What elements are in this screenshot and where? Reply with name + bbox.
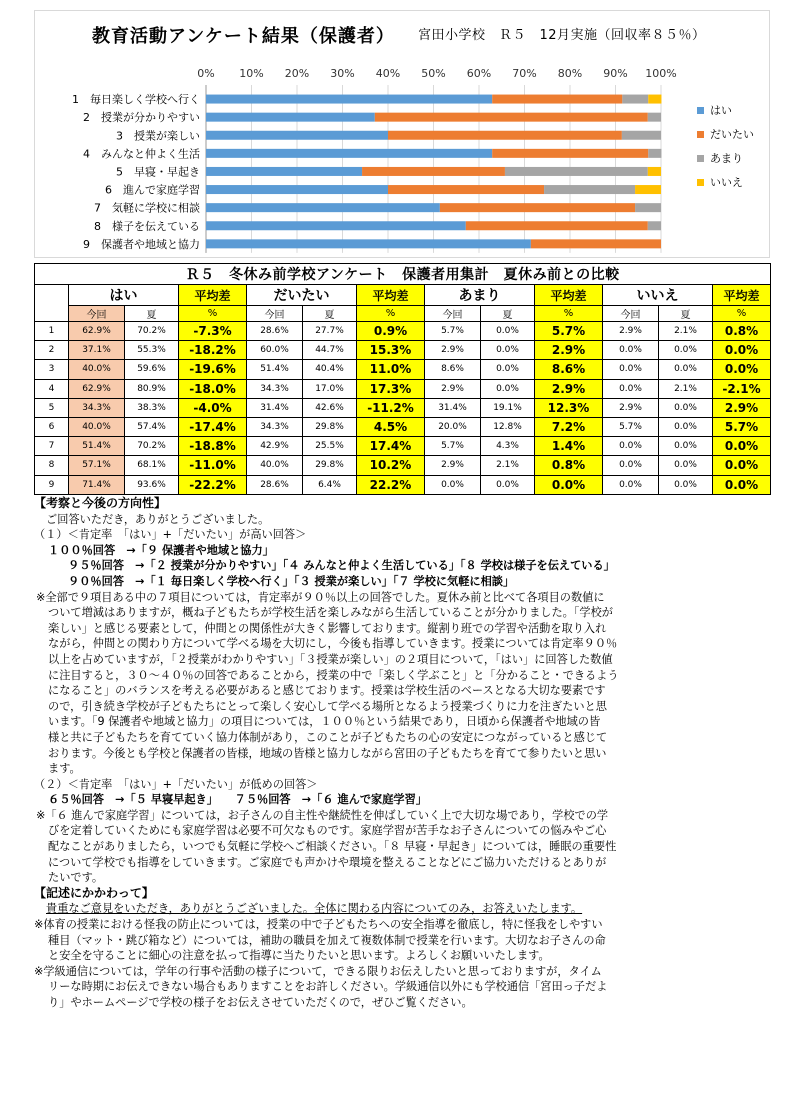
- value-cell: 0.0%: [603, 475, 659, 494]
- table-row: [35, 456, 771, 475]
- row-number: 9: [35, 475, 69, 494]
- bar-segment: [492, 95, 622, 104]
- category-label: 9 保護者や地域と協力: [83, 237, 200, 251]
- value-cell: 28.6%: [247, 322, 303, 341]
- value-cell: 31.4%: [247, 398, 303, 417]
- category-label: 4 みんなと仲よく生活: [83, 147, 200, 161]
- bar-segment: [635, 203, 661, 212]
- diff-cell: 0.0%: [713, 475, 771, 494]
- x-tick-label: 50%: [421, 67, 446, 80]
- legend-label: だいたい: [710, 128, 754, 141]
- value-cell: 2.1%: [481, 456, 535, 475]
- x-tick-label: 100%: [645, 67, 677, 80]
- row-number: 1: [35, 322, 69, 341]
- table-row: [35, 417, 771, 436]
- value-cell: 0.0%: [659, 437, 713, 456]
- sub-now: 今回: [425, 306, 481, 322]
- value-cell: 57.1%: [69, 456, 125, 475]
- diff-cell: 0.8%: [535, 456, 603, 475]
- value-cell: 5.7%: [425, 437, 481, 456]
- para-line: り」やホームページで学校の様子をお伝えさせていただくので，ぜひご覧ください。: [48, 996, 473, 1009]
- group-daitai: だいたい: [247, 285, 357, 306]
- sub-now: 今回: [247, 306, 303, 322]
- value-cell: 0.0%: [603, 456, 659, 475]
- section-heading-1: 【考察と今後の方向性】: [34, 496, 167, 510]
- group-iie: いいえ: [603, 285, 713, 306]
- diff-cell: 0.0%: [535, 475, 603, 494]
- value-cell: 2.1%: [659, 322, 713, 341]
- para-line: ので，引き続き学校が子どもたちにとって楽しく安心して学べる場所となるよう授業づくりに力を注ぎたいと思: [48, 699, 607, 713]
- legend-swatch: [697, 131, 704, 138]
- legend-label: はい: [710, 104, 732, 117]
- table-row: [35, 398, 771, 417]
- diff-header-4: 平均差: [713, 285, 771, 306]
- thanks-line-1: ご回答いただき，ありがとうございました。: [46, 512, 270, 526]
- diff-cell: 10.2%: [357, 456, 425, 475]
- row-number: 2: [35, 341, 69, 360]
- value-cell: 0.0%: [603, 360, 659, 379]
- sub-now: 今回: [69, 306, 125, 322]
- diff-cell: 2.9%: [713, 398, 771, 417]
- result-line-65-75: ６５％回答 →「５ 早寝早起き」 ７５％回答 →「６ 進んで家庭学習」: [48, 793, 427, 807]
- row-number: 6: [35, 417, 69, 436]
- value-cell: 70.2%: [125, 437, 179, 456]
- value-cell: 0.0%: [481, 322, 535, 341]
- para-line: ついて増減はありますが，概ね子どもたちが学校生活を楽しみながら生活していることが分かりました。「学校が: [48, 606, 613, 620]
- x-tick-label: 30%: [330, 67, 355, 80]
- value-cell: 34.3%: [247, 379, 303, 398]
- value-cell: 34.3%: [69, 398, 125, 417]
- diff-cell: 5.7%: [713, 417, 771, 436]
- bar-segment: [622, 95, 648, 104]
- diff-cell: -18.0%: [179, 379, 247, 398]
- para-line: と安全を守ることに細心の注意を払って指導に当たりたいと思います。よろしくお願いいたします。: [48, 949, 550, 963]
- diff-cell: 22.2%: [357, 475, 425, 494]
- diff-cell: 0.9%: [357, 322, 425, 341]
- table-row: [35, 437, 771, 456]
- para-line: ます。: [48, 762, 81, 776]
- value-cell: 0.0%: [603, 379, 659, 398]
- table-row: [35, 379, 771, 398]
- diff-cell: 0.0%: [713, 341, 771, 360]
- value-cell: 44.7%: [303, 341, 357, 360]
- para-line: ながら，仲間との関わり方について学べる場を大切にし，今後も指導していきます。授業については肯定率９０％: [48, 637, 618, 651]
- table-row: [35, 475, 771, 494]
- diff-cell: -2.1%: [713, 379, 771, 398]
- value-cell: 0.0%: [659, 398, 713, 417]
- para-line: 以上を占めていますが，「２授業がわかりやすい」「３授業が楽しい」の２項目について，「はい」に回答した数値: [48, 652, 613, 666]
- value-cell: 29.8%: [303, 417, 357, 436]
- x-tick-label: 90%: [603, 67, 628, 80]
- value-cell: 2.9%: [425, 341, 481, 360]
- diff-cell: 2.9%: [535, 341, 603, 360]
- x-tick-label: 60%: [466, 67, 492, 80]
- diff-cell: 2.9%: [535, 379, 603, 398]
- bar-segment: [375, 113, 648, 122]
- value-cell: 62.9%: [69, 322, 125, 341]
- bar-segment: [648, 167, 661, 176]
- value-cell: 20.0%: [425, 417, 481, 436]
- value-cell: 0.0%: [603, 341, 659, 360]
- sub-summer: 夏: [303, 306, 357, 322]
- row-number: 7: [35, 437, 69, 456]
- value-cell: 40.0%: [69, 360, 125, 379]
- bar-segment: [440, 203, 635, 212]
- value-cell: 68.1%: [125, 456, 179, 475]
- value-cell: 37.1%: [69, 341, 125, 360]
- value-cell: 0.0%: [659, 360, 713, 379]
- chart-title: 教育活動アンケート結果（保護者）: [92, 26, 395, 47]
- para-line: びを定着していくためにも家庭学習は必要不可欠なものです。家庭学習が苦手なお子さんについての悩みやご心: [48, 824, 607, 838]
- bar-segment: [622, 131, 661, 140]
- value-cell: 31.4%: [425, 398, 481, 417]
- group-hai: はい: [69, 285, 179, 306]
- value-cell: 51.4%: [247, 360, 303, 379]
- diff-cell: 17.4%: [357, 437, 425, 456]
- bar-segment: [388, 131, 622, 140]
- value-cell: 0.0%: [659, 456, 713, 475]
- para-line: います。「9 保護者や地域と協力」の項目については，１００％という結果であり，日頃から保護者や地域の皆: [48, 715, 601, 729]
- value-cell: 8.6%: [425, 360, 481, 379]
- value-cell: 0.0%: [425, 475, 481, 494]
- diff-cell: 5.7%: [535, 322, 603, 341]
- diff-cell: 0.0%: [713, 456, 771, 475]
- sub-pct: %: [713, 306, 771, 322]
- para-line: たいです。: [48, 871, 104, 885]
- value-cell: 40.0%: [247, 456, 303, 475]
- bar-segment: [635, 185, 661, 194]
- bar-segment: [648, 95, 661, 104]
- para-line: リーな時期にお伝えできない場合もありますことをお許しください。学級通信以外にも学校通信「宮田っ子だよ: [48, 980, 608, 994]
- value-cell: 34.3%: [247, 417, 303, 436]
- bar-segment: [648, 221, 661, 230]
- bar-segment: [544, 185, 635, 194]
- bar-segment: [648, 149, 661, 158]
- category-label: 7 気軽に学校に相談: [94, 201, 200, 215]
- bar-segment: [206, 185, 388, 194]
- diff-cell: 12.3%: [535, 398, 603, 417]
- value-cell: 0.0%: [659, 417, 713, 436]
- legend-swatch: [697, 155, 704, 162]
- value-cell: 0.0%: [481, 360, 535, 379]
- value-cell: 2.1%: [659, 379, 713, 398]
- row-number: 4: [35, 379, 69, 398]
- category-label: 8 様子を伝えている: [94, 219, 200, 233]
- sub-pct: %: [535, 306, 603, 322]
- diff-cell: 11.0%: [357, 360, 425, 379]
- bar-segment: [362, 167, 505, 176]
- bar-segment: [206, 131, 388, 140]
- value-cell: 2.9%: [425, 379, 481, 398]
- bar-segment: [206, 239, 531, 248]
- legend-swatch: [697, 179, 704, 186]
- diff-cell: -7.3%: [179, 322, 247, 341]
- value-cell: 5.7%: [603, 417, 659, 436]
- sub-summer: 夏: [481, 306, 535, 322]
- bar-segment: [206, 149, 492, 158]
- diff-cell: 0.0%: [713, 437, 771, 456]
- diff-cell: -18.2%: [179, 341, 247, 360]
- value-cell: 40.0%: [69, 417, 125, 436]
- value-cell: 0.0%: [659, 341, 713, 360]
- value-cell: 51.4%: [69, 437, 125, 456]
- category-label: 3 授業が楽しい: [116, 129, 200, 143]
- diff-cell: -4.0%: [179, 398, 247, 417]
- row-number: 5: [35, 398, 69, 417]
- x-tick-label: 40%: [375, 67, 401, 80]
- bar-segment: [206, 221, 466, 230]
- bar-segment: [206, 167, 362, 176]
- diff-cell: -19.6%: [179, 360, 247, 379]
- diff-cell: -22.2%: [179, 475, 247, 494]
- diff-cell: -11.2%: [357, 398, 425, 417]
- para-line: ※学級通信については，学年の行事や活動の様子について，できる限りお伝えしたいと思っておりますが，タイム: [34, 964, 602, 978]
- value-cell: 42.6%: [303, 398, 357, 417]
- para-line: について学校でも指導をしていきます。ご家庭でも声かけや環境を整えることなどにご協力いただけるとありが: [48, 855, 607, 869]
- value-cell: 80.9%: [125, 379, 179, 398]
- value-cell: 19.1%: [481, 398, 535, 417]
- value-cell: 62.9%: [69, 379, 125, 398]
- result-line-90: ９０％回答 →「１ 毎日楽しく学校へ行く」「３ 授業が楽しい」「７ 学校に気軽に相談」: [68, 574, 515, 588]
- value-cell: 71.4%: [69, 475, 125, 494]
- comparison-table-wrap: [34, 263, 770, 495]
- para-line: ※「６ 進んで家庭学習」については，お子さんの自主性や継続性を伸ばしていく上で大切な場であり，学校での学: [36, 808, 609, 822]
- row-number: 3: [35, 360, 69, 379]
- para-line: に注目すると，３０～４０％の回答であることから，授業の中で「楽しく学ぶこと」と「分かること・できるよう: [48, 668, 619, 682]
- x-tick-label: 10%: [239, 67, 264, 80]
- value-cell: 60.0%: [247, 341, 303, 360]
- commentary: [34, 496, 772, 1011]
- diff-cell: 0.0%: [713, 360, 771, 379]
- para-line: 配なことがありましたら，いつでも気軽に学校へご相談ください。「８ 早寝・早起き」については，睡眠の重要性: [48, 840, 617, 854]
- x-tick-label: 20%: [284, 67, 310, 80]
- table-caption: Ｒ５ 冬休み前学校アンケート 保護者用集計 夏休み前との比較: [35, 264, 771, 285]
- category-label: 6 進んで家庭学習: [105, 183, 200, 197]
- value-cell: 0.0%: [481, 475, 535, 494]
- bar-segment: [492, 149, 648, 158]
- value-cell: 55.3%: [125, 341, 179, 360]
- bar-segment: [505, 167, 648, 176]
- bar-segment: [206, 113, 375, 122]
- value-cell: 0.0%: [481, 341, 535, 360]
- para-line: ※体育の授業における怪我の防止については，授業の中で子どもたちへの安全指導を徹底し，特に怪我をしやすい: [34, 918, 603, 932]
- x-tick-label: 0%: [197, 67, 215, 80]
- value-cell: 40.4%: [303, 360, 357, 379]
- row-number: 8: [35, 456, 69, 475]
- bar-segment: [531, 239, 661, 248]
- diff-header-3: 平均差: [535, 285, 603, 306]
- subsection-2: （２）＜肯定率 「はい」+「だいたい」が低めの回答＞: [34, 777, 318, 791]
- sub-summer: 夏: [659, 306, 713, 322]
- diff-cell: 8.6%: [535, 360, 603, 379]
- diff-cell: 17.3%: [357, 379, 425, 398]
- value-cell: 38.3%: [125, 398, 179, 417]
- legend-label: いいえ: [710, 176, 743, 189]
- value-cell: 29.8%: [303, 456, 357, 475]
- sub-pct: %: [357, 306, 425, 322]
- thanks-line-2: 貴重なご意見をいただき，ありがとうございました。全体に関わる内容についてのみ，お答えいたします。: [46, 902, 583, 916]
- table-row: [35, 322, 771, 341]
- diff-cell: 15.3%: [357, 341, 425, 360]
- value-cell: 0.0%: [659, 475, 713, 494]
- x-tick-label: 70%: [512, 67, 537, 80]
- result-line-100: １００％回答 →「９ 保護者や地域と協力」: [48, 543, 274, 557]
- sub-pct: %: [179, 306, 247, 322]
- bar-segment: [466, 221, 648, 230]
- value-cell: 27.7%: [303, 322, 357, 341]
- comparison-table: [34, 263, 771, 495]
- bar-segment: [388, 185, 544, 194]
- diff-cell: -18.8%: [179, 437, 247, 456]
- para-line: 種目（マット・跳び箱など）については，補助の職員を加えて複数体制で授業を行います。大切なお子さんの命: [48, 933, 606, 947]
- diff-cell: 7.2%: [535, 417, 603, 436]
- para-line: 様と共に子どもたちを育てていく協力体制があり，このことが子どもたちの心の安定につながっていると感じて: [48, 730, 608, 744]
- value-cell: 6.4%: [303, 475, 357, 494]
- value-cell: 2.9%: [425, 456, 481, 475]
- bar-segment: [206, 95, 492, 104]
- para-line: になること」のバランスを考える必要があると感じております。授業は学校生活のベースとなる大切な要素です: [48, 684, 606, 698]
- diff-cell: -17.4%: [179, 417, 247, 436]
- value-cell: 5.7%: [425, 322, 481, 341]
- diff-cell: -11.0%: [179, 456, 247, 475]
- result-line-95: ９５％回答 →「２ 授業が分かりやすい」「４ みんなと仲よく生活している」「８ 学校は様子を伝えている」: [68, 559, 615, 573]
- table-row: [35, 341, 771, 360]
- legend-label: あまり: [710, 152, 743, 165]
- para-line: ※全部で９項目ある中の７項目については，肯定率が９０％以上の回答でした。夏休み前と比べて各項目の数値に: [36, 590, 605, 604]
- value-cell: 12.8%: [481, 417, 535, 436]
- category-label: 2 授業が分かりやすい: [83, 111, 200, 125]
- table-row: [35, 360, 771, 379]
- bar-segment: [206, 203, 440, 212]
- x-tick-label: 80%: [557, 67, 583, 80]
- section-heading-2: 【記述にかかわって】: [34, 885, 154, 900]
- value-cell: 2.9%: [603, 398, 659, 417]
- value-cell: 93.6%: [125, 475, 179, 494]
- diff-cell: 4.5%: [357, 417, 425, 436]
- diff-cell: 0.8%: [713, 322, 771, 341]
- stacked-bar-chart: [34, 10, 770, 258]
- value-cell: 25.5%: [303, 437, 357, 456]
- chart-subtitle: 宮田小学校 Ｒ５ 12月実施（回収率８５％）: [418, 28, 706, 43]
- sub-summer: 夏: [125, 306, 179, 322]
- diff-header-2: 平均差: [357, 285, 425, 306]
- value-cell: 0.0%: [481, 379, 535, 398]
- legend-swatch: [697, 107, 704, 114]
- group-amari: あまり: [425, 285, 535, 306]
- value-cell: 4.3%: [481, 437, 535, 456]
- para-line: 楽しい」と感じる要素として，仲間との関係性が大きく影響しております。縦割り班での学習や活動を取り入れ: [48, 621, 607, 635]
- value-cell: 42.9%: [247, 437, 303, 456]
- value-cell: 57.4%: [125, 417, 179, 436]
- category-label: 5 早寝・早起き: [116, 165, 200, 179]
- para-line: おります。今後とも学校と保護者の皆様，地域の皆様と協力しながら宮田の子どもたちを育てて参りたいと思い: [48, 746, 607, 760]
- value-cell: 17.0%: [303, 379, 357, 398]
- value-cell: 28.6%: [247, 475, 303, 494]
- table-body: [35, 322, 771, 495]
- bar-segment: [648, 113, 661, 122]
- value-cell: 0.0%: [603, 437, 659, 456]
- value-cell: 70.2%: [125, 322, 179, 341]
- value-cell: 59.6%: [125, 360, 179, 379]
- value-cell: 2.9%: [603, 322, 659, 341]
- sub-now: 今回: [603, 306, 659, 322]
- table-corner: [35, 285, 69, 322]
- diff-cell: 1.4%: [535, 437, 603, 456]
- diff-header-1: 平均差: [179, 285, 247, 306]
- subsection-1: （１）＜肯定率 「はい」+「だいたい」が高い回答＞: [34, 528, 307, 542]
- category-label: 1 毎日楽しく学校へ行く: [72, 93, 200, 107]
